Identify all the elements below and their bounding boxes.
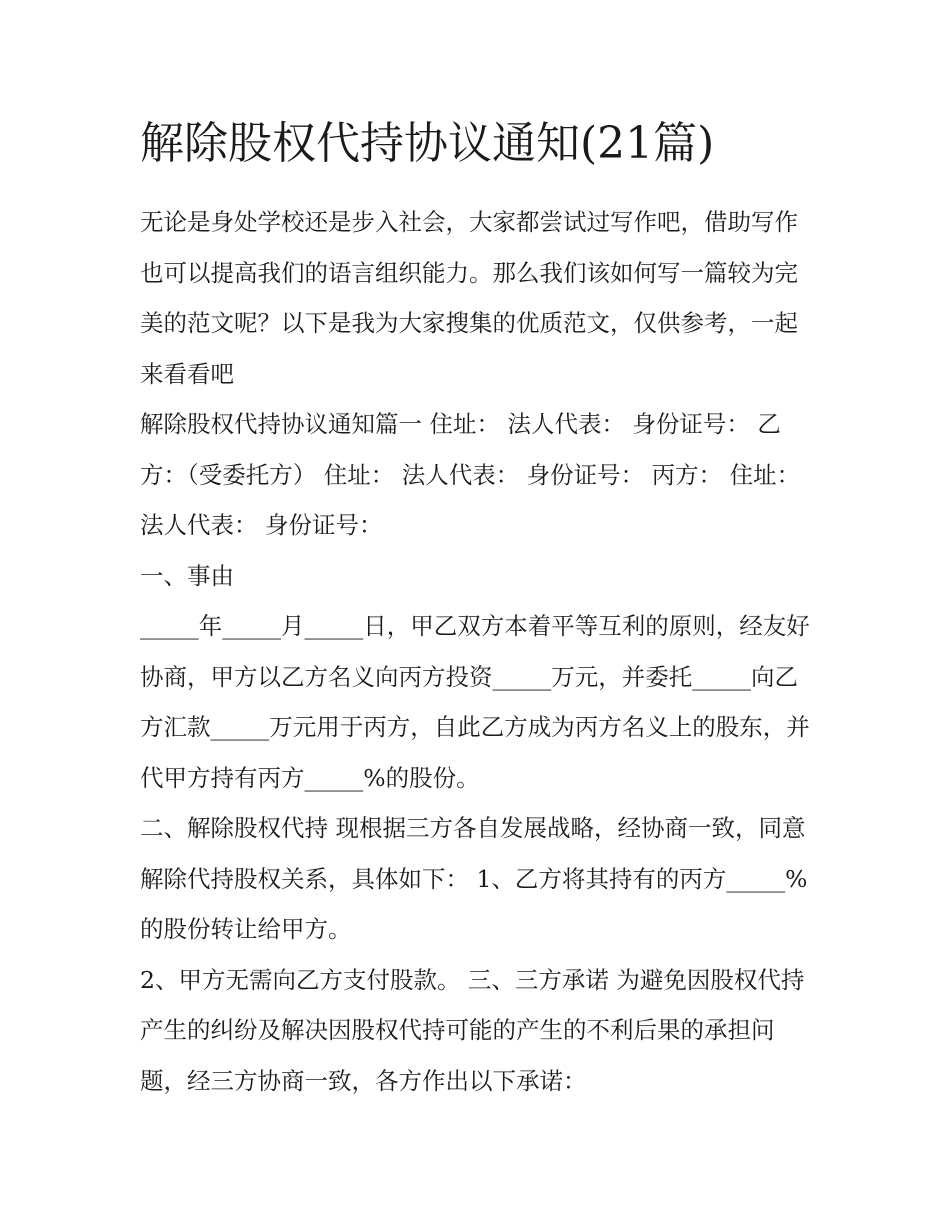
document-body (140, 197, 820, 1106)
parties-paragraph: 解除股权代持协议通知篇一 住址： 法人代表： 身份证号： 乙方：（受委托方） 住址： 法人代表： 身份证号： 丙方： 住址： 法人代表： 身份证号： (140, 410, 801, 539)
intro-paragraph: 无论是身处学校还是步入社会，大家都尝试过写作吧，借助写作也可以提高我们的语言组织能力。那么我们该如何写一篇较为完美的范文呢？以下是我为大家搜集的优质范文，仅供参考，一起来看看吧 (140, 208, 798, 388)
termination-paragraph: 二、解除股权代持 现根据三方各自发展战略，经协商一致，同意解除代持股权关系，具体如下： 1、乙方将其持有的丙方_____%的股份转让给甲方。 (140, 814, 808, 943)
reason-paragraph: _____年_____月_____日，甲乙双方本着平等互利的原则，经友好协商，甲方以乙方名义向丙方投资_____万元，并委托_____向乙方汇款_____万元用于丙方，自此乙方成为丙方名义上的股东，并代甲方持有丙方_____%的股份。 (140, 612, 810, 792)
commitment-paragraph: 2、甲方无需向乙方支付股款。 三、三方承诺 为避免因股权代持产生的纠纷及解决因股权代持可能的产生的不利后果的承担问题，经三方协商一致，各方作出以下承诺： (140, 965, 805, 1095)
document-title: 解除股权代持协议通知(21篇) (140, 118, 715, 169)
section-heading-reason: 一、事由 (140, 561, 234, 590)
